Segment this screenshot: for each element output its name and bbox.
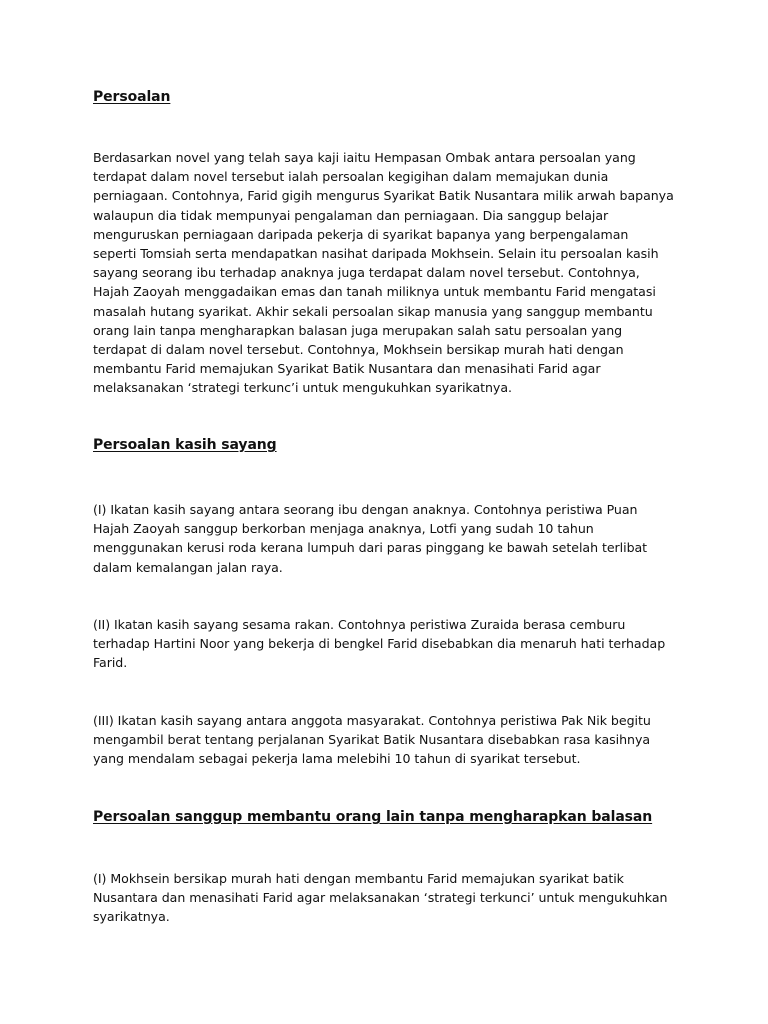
paragraph-sanggup-membantu-1: (I) Mokhsein bersikap murah hati dengan membantu Farid memajukan syarikat batik Nusantara dan menasihati Farid agar melaksanakan ‘strategi terkunci’ untuk mengukuhkan syarikatnya.	[93, 871, 668, 925]
paragraph-kasih-sayang-3: (III) Ikatan kasih sayang antara anggota masyarakat. Contohnya peristiwa Pak Nik begitu mengambil berat tentang perjalanan Syarikat Batik Nusantara disebabkan rasa kasihnya yang mendalam sebagai pekerja lama melebihi 10 tahun di syarikat tersebut.	[93, 713, 651, 767]
section-heading-kasih-sayang: Persoalan kasih sayang	[93, 437, 277, 453]
section-heading-sanggup-membantu: Persoalan sanggup membantu orang lain tanpa mengharapkan balasan	[93, 809, 653, 825]
paragraph-kasih-sayang-2: (II) Ikatan kasih sayang sesama rakan. Contohnya peristiwa Zuraida berasa cemburu terhadap Hartini Noor yang bekerja di bengkel Farid disebabkan dia menaruh hati terhadap Farid.	[93, 617, 666, 671]
paragraph-persoalan-summary: Berdasarkan novel yang telah saya kaji iaitu Hempasan Ombak antara persoalan yang terdapat dalam novel tersebut ialah persoalan kegigihan dalam memajukan dunia perniagaan. Contohnya, Farid gigih mengurus Syarikat Batik Nusantara milik arwah bapanya walaupun dia tidak mempunyai pengalaman dan perniagaan. Dia sanggup belajar menguruskan perniagaan daripada pekerja di syarikat bapanya yang berpengalaman seperti Tomsiah serta mendapatkan nasihat daripada Mokhsein. Selain itu persoalan kasih sayang seorang ibu terhadap anaknya juga terdapat dalam novel tersebut. Contohnya, Hajah Zaoyah menggadaikan emas dan tanah miliknya untuk membantu Farid mengatasi masalah hutang syarikat. Akhir sekali persoalan sikap manusia yang sanggup membantu orang lain tanpa mengharapkan balasan juga merupakan salah satu persoalan yang terdapat di dalam novel tersebut. Contohnya, Mokhsein bersikap murah hati dengan membantu Farid memajukan Syarikat Batik Nusantara dan menasihati Farid agar melaksanakan ‘strategi terkunc’i untuk mengukuhkan syarikatnya.	[93, 150, 674, 396]
paragraph-kasih-sayang-1: (I) Ikatan kasih sayang antara seorang ibu dengan anaknya. Contohnya peristiwa Puan Hajah Zaoyah sanggup berkorban menjaga anaknya, Lotfi yang sudah 10 tahun menggunakan kerusi roda kerana lumpuh dari paras pinggang ke bawah setelah terlibat dalam kemalangan jalan raya.	[93, 502, 648, 575]
section-heading-persoalan: Persoalan	[93, 89, 171, 105]
